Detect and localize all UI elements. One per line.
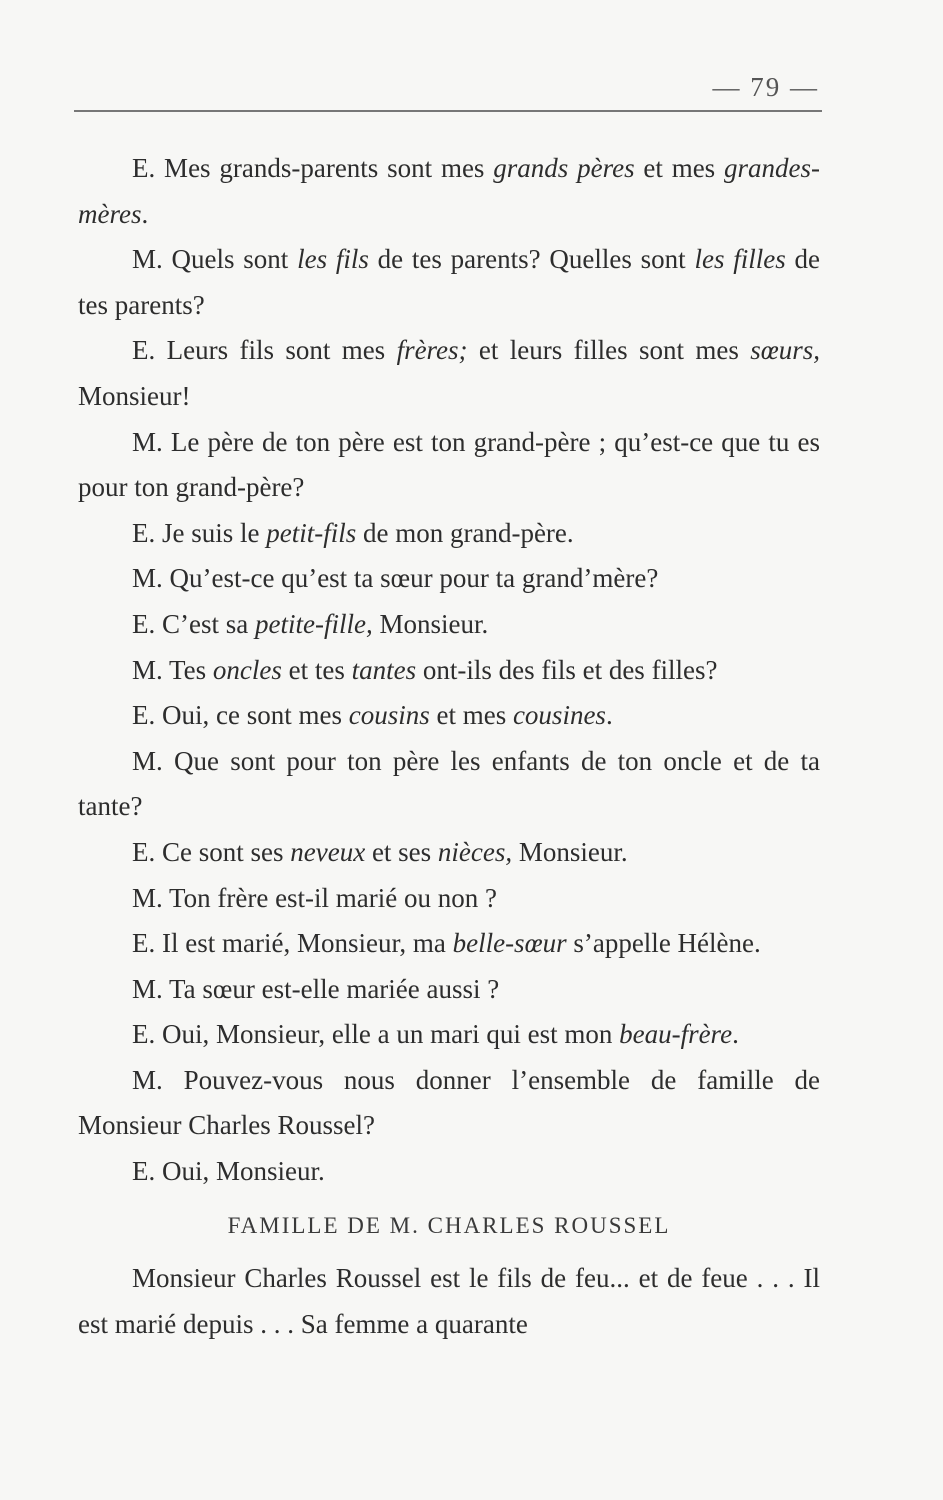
text-run: et ses	[365, 836, 438, 867]
text-run: de tes parents?	[78, 244, 820, 320]
text-run: E. Oui, Monsieur.	[132, 1156, 325, 1187]
text-run: Monsieur.	[512, 836, 628, 867]
text-run: .	[605, 700, 613, 731]
paragraph	[78, 237, 820, 328]
italic-term: nièces,	[437, 836, 513, 867]
page-number: — 79 —	[712, 72, 819, 102]
text-run: E. Mes grands-parents sont mes	[132, 153, 494, 183]
text-run: et leurs filles sont mes	[467, 335, 751, 366]
text-run: .	[141, 198, 149, 229]
text-run: E. C’est sa	[132, 608, 255, 639]
text-run: Monsieur Charles Roussel est le fils de feu... et de feue . . . Il est marié depuis . . . Sa femme a quarante	[78, 1263, 820, 1339]
paragraph	[78, 328, 820, 419]
italic-term: les filles	[694, 244, 786, 275]
text-run: E. Ce sont ses	[132, 836, 291, 867]
text-run: et tes	[281, 654, 352, 685]
text-run: ont-ils des fils et des filles?	[416, 654, 718, 685]
italic-term: cousins	[348, 700, 430, 731]
italic-term: petite-fille,	[254, 608, 373, 639]
section-heading: FAMILLE DE M. CHARLES ROUSSEL	[227, 1212, 671, 1238]
text-run: E. Oui, ce sont mes	[132, 700, 349, 731]
text-run: M. Le père de ton père est ton grand-père ; qu’est-ce que tu es pour ton grand-père?	[78, 426, 820, 503]
text-run: s’appelle Hélène.	[566, 928, 761, 959]
paragraph	[78, 921, 820, 967]
italic-term: beau-frère	[619, 1019, 733, 1050]
paragraph	[78, 967, 820, 1013]
italic-term: tantes	[351, 654, 417, 685]
italic-term: sœurs,	[750, 335, 820, 366]
text-run: E. Leurs fils sont mes	[132, 335, 397, 366]
paragraph	[78, 876, 820, 922]
paragraph	[78, 420, 820, 511]
text-run: et mes	[634, 153, 724, 183]
italic-term: grands pères	[493, 153, 635, 183]
paragraph	[78, 693, 820, 739]
italic-term: oncles	[212, 654, 282, 685]
dialogue-text	[78, 146, 820, 1347]
italic-term: les fils	[297, 244, 369, 275]
italic-term: belle-sœur	[452, 928, 567, 959]
paragraph	[78, 556, 820, 602]
text-run: et mes	[429, 700, 513, 731]
text-run: E. Oui, Monsieur, elle a un mari qui est mon	[132, 1019, 620, 1050]
italic-term: grandes-mères	[78, 153, 820, 229]
paragraph	[78, 1012, 820, 1058]
paragraph	[78, 739, 820, 830]
text-run: M. Pouvez-vous nous donner l’ensemble de famille de Monsieur Charles Roussel?	[78, 1064, 820, 1141]
italic-term: cousines	[512, 700, 606, 731]
paragraph	[78, 1149, 820, 1195]
text-run: de tes parents? Quelles sont	[368, 244, 695, 275]
text-run: M. Ta sœur est-elle mariée aussi ?	[132, 973, 500, 1004]
paragraph	[78, 648, 820, 694]
paragraph	[78, 602, 820, 648]
italic-term: frères;	[396, 335, 468, 366]
paragraph	[78, 1256, 820, 1347]
paragraph	[78, 1058, 820, 1149]
text-run: M. Qu’est-ce qu’est ta sœur pour ta grand’mère?	[132, 563, 659, 594]
italic-term: neveux	[290, 836, 366, 867]
text-run: de mon grand-père.	[356, 517, 574, 548]
italic-term: petit-fils	[266, 517, 357, 548]
paragraph	[78, 146, 820, 237]
text-run: Monsieur.	[372, 608, 489, 639]
header-rule	[74, 110, 822, 112]
text-run: M. Quels sont	[132, 244, 298, 275]
text-run: E. Je suis le	[132, 517, 267, 548]
text-run: .	[732, 1019, 739, 1050]
text-run: E. Il est marié, Monsieur, ma	[132, 928, 453, 959]
paragraph	[78, 830, 820, 876]
text-run: M. Tes	[132, 654, 213, 685]
text-run: Monsieur!	[78, 380, 191, 411]
text-run: M. Que sont pour ton père les enfants de ton oncle et de ta tante?	[78, 745, 820, 822]
text-run: M. Ton frère est-il marié ou non ?	[132, 882, 498, 913]
paragraph	[78, 511, 820, 557]
